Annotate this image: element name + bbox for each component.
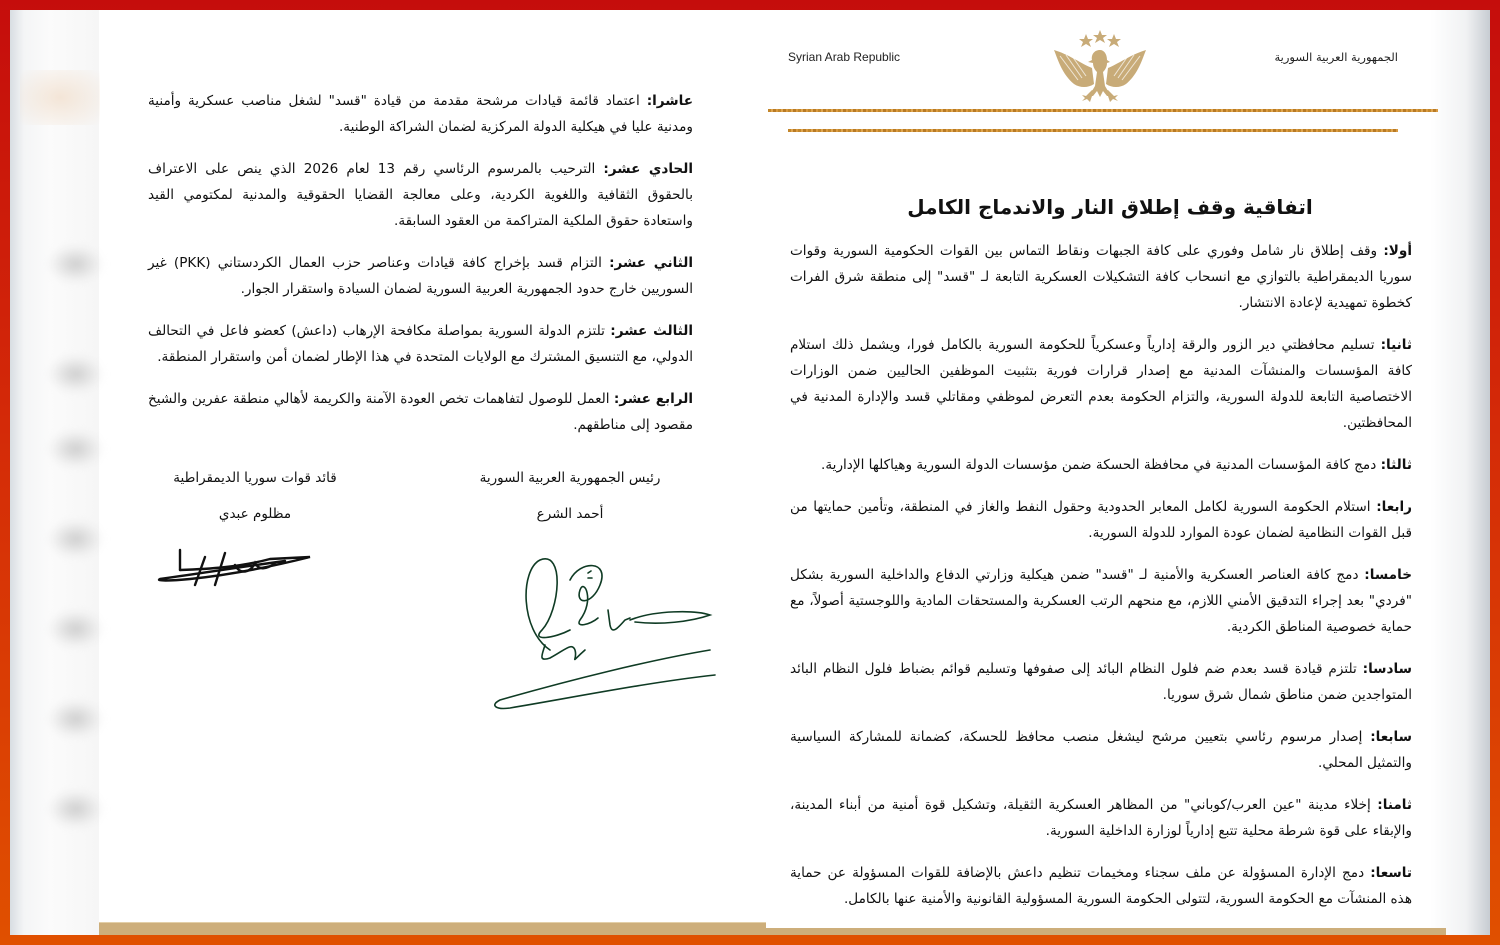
letterhead — [768, 10, 1438, 140]
signatory-role: قائد قوات سوريا الديمقراطية — [173, 470, 337, 486]
clause-label: تاسعا: — [1370, 865, 1412, 881]
agreement-clause — [148, 88, 693, 140]
clause-label: الحادي عشر: — [603, 161, 693, 177]
clause-label: عاشرا: — [646, 93, 693, 109]
clause-text: دمج كافة العناصر العسكرية والأمنية لـ "قسد" ضمن هيكلية وزارتي الدفاع والداخلية السورية بشكل "فردي" بعد إجراء التدقيق الأمني اللازم، مع منحهم الرتب العسكرية والمستحقات المادية واللوجستية أصولاً، مع حماية خصوصية المناطق الكردية. — [790, 567, 1412, 635]
signature-block-president — [470, 470, 670, 522]
right-page-body — [790, 238, 1412, 928]
agreement-clause — [148, 386, 693, 438]
clause-text: اعتماد قائمة قيادات مرشحة مقدمة من قيادة "قسد" لشغل مناصب عسكرية وأمنية ومدنية عليا في هيكلية الدولة المركزية لضمان الشراكة الوطنية. — [148, 93, 693, 135]
blur-tint — [20, 70, 100, 125]
clause-label: سادسا: — [1362, 661, 1412, 677]
agreement-clause — [790, 494, 1412, 546]
blur-smudge — [48, 520, 103, 558]
clause-label: سابعا: — [1370, 729, 1412, 745]
agreement-clause — [790, 860, 1412, 912]
clause-text: العمل للوصول لتفاهمات تخص العودة الآمنة والكريمة لأهالي منطقة عفرين والشيخ مقصود إلى مناطقهم. — [148, 391, 693, 433]
signatory-name: أحمد الشرع — [536, 506, 604, 522]
sdf-commander-signature-icon — [150, 545, 320, 595]
gold-divider — [768, 109, 1438, 112]
agreement-clause — [790, 452, 1412, 478]
page-edge-shadow — [1430, 10, 1490, 935]
clause-label: خامسا: — [1364, 567, 1412, 583]
agreement-clause — [148, 318, 693, 370]
document-title: اتفاقية وقف إطلاق النار والاندماج الكامل — [907, 195, 1313, 219]
clause-text: وقف إطلاق نار شامل وفوري على كافة الجبهات ونقاط التماس بين القوات الحكومية السورية وقوات سوريا الديمقراطية بالتوازي مع انسحاب كافة التشكيلات العسكرية التابعة لـ "قسد" إلى منطقة شرق الفرات كخطوة تمهيدية لإعادة الانتشار. — [790, 243, 1412, 311]
clause-text: استلام الحكومة السورية لكامل المعابر الحدودية وحقول النفط والغاز في المنطقة، وتأمين حمايتها من قبل القوات النظامية لضمان عودة الموارد للدولة السورية. — [790, 499, 1412, 541]
clause-label: الثاني عشر: — [609, 255, 693, 271]
blur-smudge — [48, 790, 103, 828]
blurred-background-page — [10, 10, 99, 935]
signatory-name: مظلوم عبدي — [218, 506, 292, 522]
clause-text: التزام قسد بإخراج كافة قيادات وعناصر حزب العمال الكردستاني (PKK) غير السوريين خارج حدود الجمهورية العربية السورية لضمان السيادة واستقرار الجوار. — [148, 255, 693, 297]
golden-eagle-emblem-icon — [1048, 28, 1152, 108]
gold-strip-left — [99, 922, 766, 935]
clause-label: الرابع عشر: — [613, 391, 693, 407]
blur-smudge — [48, 430, 103, 468]
letterhead-english-name: Syrian Arab Republic — [788, 50, 901, 64]
agreement-clause — [790, 792, 1412, 844]
agreement-clause — [790, 656, 1412, 708]
clause-label: أولا: — [1383, 243, 1412, 259]
agreement-clause — [790, 724, 1412, 776]
signatory-role: رئيس الجمهورية العربية السورية — [479, 470, 661, 486]
left-page-body — [148, 88, 693, 454]
agreement-clause — [790, 332, 1412, 436]
clause-text: تسليم محافظتي دير الزور والرقة إدارياً وعسكرياً للحكومة السورية بالكامل فورا، ويشمل ذلك استلام كافة المؤسسات والمنشآت المدنية مع إصدار قرارات فورية بتثبيت الموظفين الحاليين ضمن الوزارات الاختصاصية التابعة للدولة السورية، والتزام الحكومة بعدم التعرض لموظفي ومقاتلي قسد والإدارة المدنية في المحافظتين. — [790, 337, 1412, 431]
agreement-clause — [790, 238, 1412, 316]
clause-text: تلتزم قيادة قسد بعدم ضم فلول النظام البائد إلى صفوفها وتسليم قوائم بضباط فلول النظام البائد المتواجدين ضمن مناطق شمال شرق سوريا. — [790, 661, 1412, 703]
blur-smudge — [48, 245, 103, 283]
clause-text: الترحيب بالمرسوم الرئاسي رقم 13 لعام 2026 الذي ينص على الاعتراف بالحقوق الثقافية واللغوية الكردية، وعلى معالجة القضايا الحقوقية والمدنية لمكتومي القيد واستعادة حقوق الملكية المتراكمة من العقود السابقة. — [148, 161, 693, 229]
agreement-clause — [790, 562, 1412, 640]
gold-divider — [788, 129, 1398, 132]
clause-text: تلتزم الدولة السورية بمواصلة مكافحة الإرهاب (داعش) كعضو فاعل في التحالف الدولي، مع التنسيق المشترك مع الولايات المتحدة في هذا الإطار لضمان أمن واستقرار المنطقة. — [148, 323, 693, 365]
clause-text: دمج الإدارة المسؤولة عن ملف سجناء ومخيمات تنظيم داعش بالإضافة للقوات المسؤولة عن حماية هذه المنشآت مع الحكومة السورية، لتتولى الحكومة السورية المسؤولية القانونية والأمنية عنها بالكامل. — [790, 865, 1412, 907]
agreement-clause — [148, 250, 693, 302]
president-signature-icon — [480, 550, 730, 720]
clause-text: إصدار مرسوم رئاسي بتعيين مرشح ليشغل منصب محافظ للحسكة، كضمانة للمشاركة السياسية والتمثيل المحلي. — [790, 729, 1412, 771]
blur-smudge — [48, 700, 103, 738]
gold-strip-right — [766, 928, 1446, 935]
letterhead-arabic-name: الجمهورية العربية السورية — [1274, 50, 1398, 64]
clause-text: إخلاء مدينة "عين العرب/كوباني" من المظاهر العسكرية الثقيلة، وتشكيل قوة أمنية من أبناء المدينة، والإبقاء على قوة شرطة محلية تتبع إدارياً لوزارة الداخلية السورية. — [790, 797, 1412, 839]
clause-label: الثالث عشر: — [610, 323, 693, 339]
agreement-clause — [148, 156, 693, 234]
signature-block-sdf-commander — [155, 470, 355, 522]
clause-label: ثانيا: — [1380, 337, 1412, 353]
clause-label: رابعا: — [1376, 499, 1412, 515]
clause-label: ثالثا: — [1380, 457, 1412, 473]
clause-text: دمج كافة المؤسسات المدنية في محافظة الحسكة ضمن مؤسسات الدولة السورية وهياكلها الإدارية. — [821, 457, 1381, 473]
blur-smudge — [48, 610, 103, 648]
blur-smudge — [48, 355, 103, 393]
clause-label: ثامنا: — [1377, 797, 1412, 813]
